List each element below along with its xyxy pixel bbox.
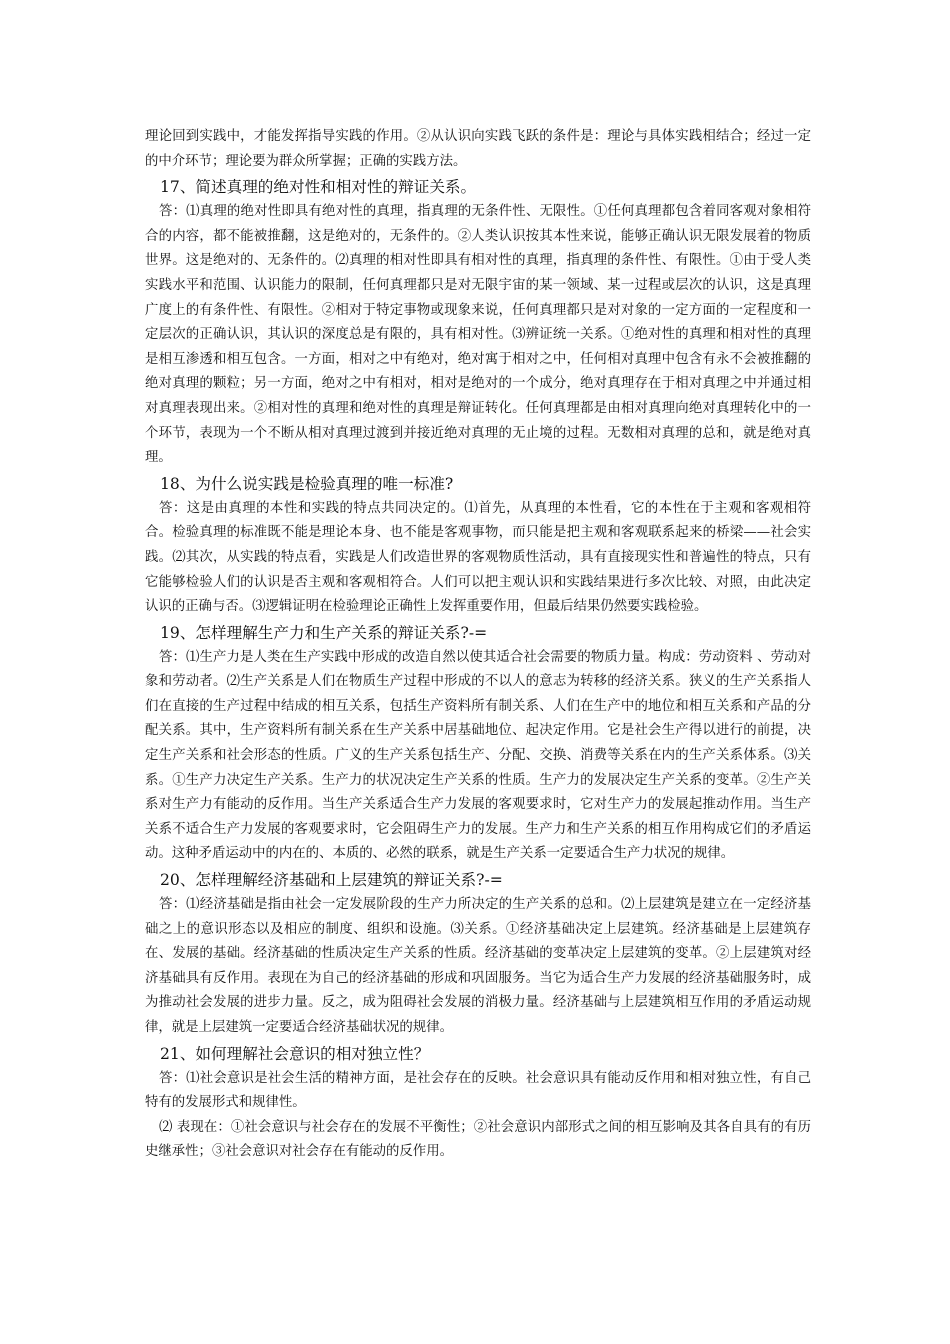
answer-17: 答：⑴真理的绝对性即具有绝对性的真理，指真理的无条件性、无限性。①任何真理都包含着同客观对象相符合的内容，都不能被推翻，这是绝对的，无条件的。②人类认识按其本性来说，能够正确认识无限发展着的物质世界。这是绝对的、无条件的。⑵真理的相对性即具有相对性的真理，指真理的条件性、有限性。①由于受人类实践水平和范围、认识能力的限制，任何真理都只是对无限宇宙的某一领域、某一过程或层次的认识，这是真理广度上的有条件性、有限性。②相对于特定事物或现象来说，任何真理都只是对对象的一定方面的一定程度和一定层次的正确认识，其认识的深度总是有限的，具有相对性。⑶辨证统一关系。①绝对性的真理和相对性的真理是相互渗透和相互包含。一方面，相对之中有绝对，绝对寓于相对之中，任何相对真理中包含有永不会被推翻的绝对真理的颗粒；另一方面，绝对之中有相对，相对是绝对的一个成分，绝对真理存在于相对真理之中并通过相对真理表现出来。②相对性的真理和绝对性的真理是辩证转化。任何真理都是由相对真理向绝对真理转化中的一个环节，表现为一个不断从相对真理过渡到并接近绝对真理的无止境的过程。无数相对真理的总和，就是绝对真理。 — [145, 204, 811, 466]
document-body — [145, 125, 811, 1165]
question-heading-18: 18、为什么说实践是检验真理的唯一标准? — [160, 474, 454, 493]
question-heading-20: 20、怎样理解经济基础和上层建筑的辩证关系?-= — [160, 871, 503, 890]
paragraph-continuation: 理论回到实践中，才能发挥指导实践的作用。②从认识向实践飞跃的条件是：理论与具体实践相结合；经过一定的中介环节；理论要为群众所掌握；正确的实践方法。 — [145, 129, 811, 169]
answer-18: 答：这是由真理的本性和实践的特点共同决定的。⑴首先，从真理的本性看，它的本性在于主观和客观相符合。检验真理的标准既不能是理论本身、也不能是客观事物，而只能是把主观和客观联系起来的桥梁——社会实践。⑵其次，从实践的特点看，实践是人们改造世界的客观物质性活动，具有直接现实性和普遍性的特点，只有它能够检验人们的认识是否主观和客观相符合。人们可以把主观认识和实践结果进行多次比较、对照，由此决定认识的正确与否。⑶逻辑证明在检验理论正确性上发挥重要作用，但最后结果仍然要实践检验。 — [145, 500, 811, 615]
answer-21-part-1: 答：⑴社会意识是社会生活的精神方面，是社会存在的反映。社会意识具有能动反作用和相对独立性，有自己特有的发展形式和规律性。 — [145, 1070, 811, 1111]
answer-20: 答：⑴经济基础是指由社会一定发展阶段的生产力所决定的生产关系的总和。⑵上层建筑是建立在一定经济基础之上的意识形态以及相应的制度、组织和设施。⑶关系。①经济基础决定上层建筑。经济基础是上层建筑存在、发展的基础。经济基础的性质决定生产关系的性质。经济基础的变革决定上层建筑的变革。②上层建筑对经济基础具有反作用。表现在为自己的经济基础的形成和巩固服务。当它为适合生产力发展的经济基础服务时，成为推动社会发展的进步力量。反之，成为阻碍社会发展的消极力量。经济基础与上层建筑相互作用的矛盾运动规律，就是上层建筑一定要适合经济基础状况的规律。 — [145, 897, 811, 1035]
question-heading-21: 21、如何理解社会意识的相对独立性？ — [160, 1044, 430, 1063]
answer-19: 答：⑴生产力是人类在生产实践中形成的改造自然以使其适合社会需要的物质力量。构成：劳动资料 、劳动对象和劳动者。⑵生产关系是人们在物质生产过程中形成的不以人的意志为转移的经济关系。狭义的生产关系指人们在直接的生产过程中结成的相互关系，包括生产资料所有制关系、人们在生产中的地位和相互关系和产品的分配关系。其中，生产资料所有制关系在生产关系中居基础地位、起决定作用。它是社会生产得以进行的前提，决定生产关系和社会形态的性质。广义的生产关系包括生产、分配、交换、消费等关系在内的生产关系体系。⑶关系。①生产力决定生产关系。生产力的状况决定生产关系的性质。生产力的发展决定生产关系的变革。②生产关系对生产力有能动的反作用。当生产关系适合生产力发展的客观要求时，它对生产力的发展起推动作用。当生产关系不适合生产力发展的客观要求时，它会阻碍生产力的发展。生产力和生产关系的相互作用构成它们的矛盾运动。这种矛盾运动中的内在的、本质的、必然的联系，就是生产关系一定要适合生产力状况的规律。 — [145, 649, 811, 862]
answer-21-part-2: ⑵ 表现在：①社会意识与社会存在的发展不平衡性；②社会意识内部形式之间的相互影响及其各自具有的有历史继承性；③社会意识对社会存在有能动的反作用。 — [145, 1119, 811, 1160]
question-heading-19: 19、怎样理解生产力和生产关系的辩证关系?-= — [160, 623, 488, 642]
question-heading-17: 17、简述真理的绝对性和相对性的辩证关系。 — [160, 178, 477, 197]
